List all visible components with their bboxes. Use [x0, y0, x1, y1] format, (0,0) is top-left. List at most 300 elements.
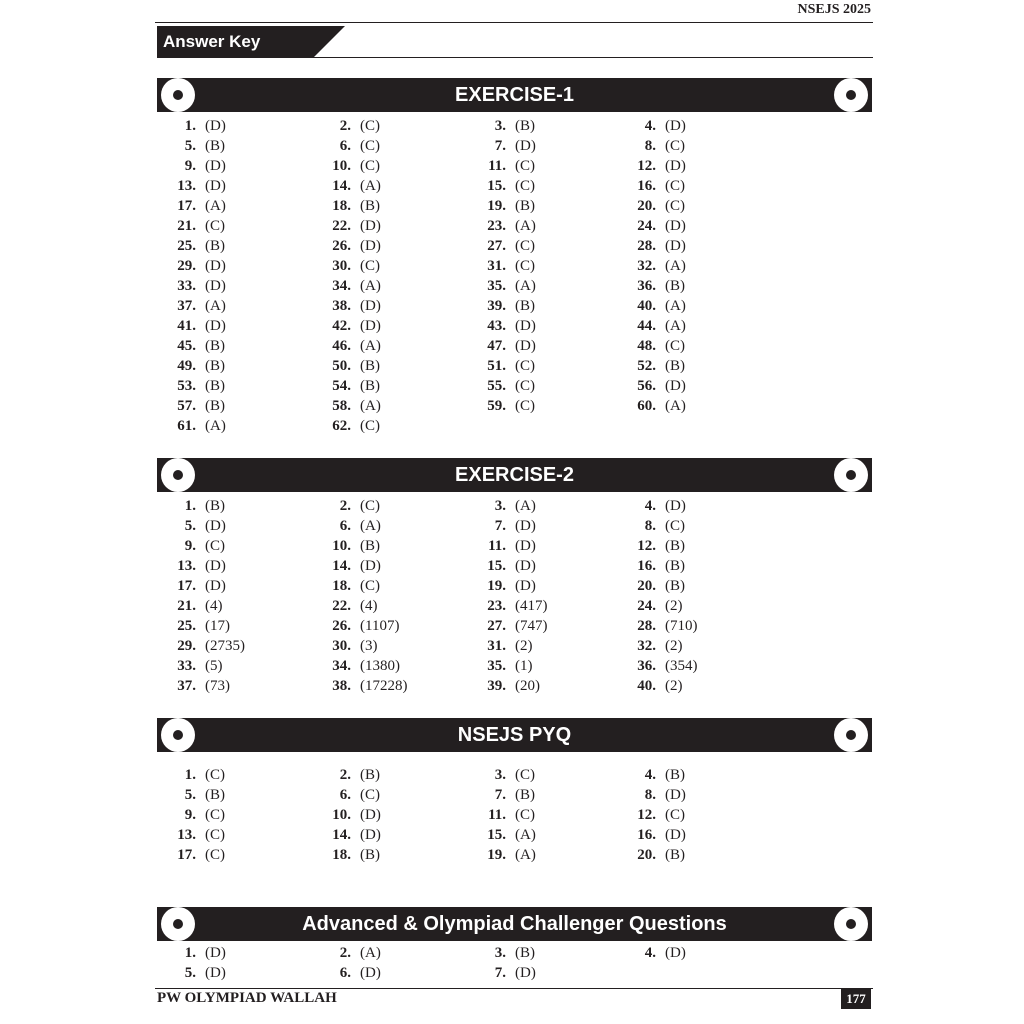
question-number: 60.: [637, 398, 656, 414]
answer-item: [625, 516, 685, 536]
answer-value: (B): [515, 118, 535, 134]
answer-item: [625, 676, 683, 696]
answer-value: (D): [665, 787, 686, 803]
question-number: 8.: [644, 787, 656, 803]
answer-item: [165, 576, 226, 596]
answer-value: (D): [515, 338, 536, 354]
answer-item: [625, 576, 685, 596]
answer-value: (D): [205, 278, 226, 294]
question-number: 6.: [339, 787, 351, 803]
answer-value: (B): [515, 298, 535, 314]
answer-value: (B): [360, 358, 380, 374]
answer-key-label: Answer Key: [157, 26, 313, 58]
question-number: 11.: [488, 538, 506, 554]
answer-item: [625, 216, 686, 236]
question-number: 4.: [644, 498, 656, 514]
answer-item: [320, 496, 380, 516]
answer-value: (17228): [360, 678, 408, 694]
question-number: 9.: [184, 158, 196, 174]
answer-item: [475, 316, 536, 336]
answer-item: [165, 336, 225, 356]
answer-value: (C): [665, 518, 685, 534]
section-title: EXERCISE-2: [455, 464, 574, 486]
question-number: 7.: [494, 965, 506, 981]
answer-value: (B): [360, 378, 380, 394]
question-number: 44.: [637, 318, 656, 334]
answer-item: [165, 516, 226, 536]
answer-value: (A): [665, 258, 686, 274]
answer-value: (B): [515, 198, 535, 214]
answer-value: (710): [665, 618, 698, 634]
section-banner: [157, 907, 872, 941]
question-number: 61.: [177, 418, 196, 434]
answer-value: (A): [515, 498, 536, 514]
question-number: 22.: [332, 598, 351, 614]
answer-item: [625, 276, 685, 296]
question-number: 5.: [184, 965, 196, 981]
answer-item: [625, 943, 686, 963]
question-number: 21.: [177, 218, 196, 234]
question-number: 2.: [339, 767, 351, 783]
question-number: 11.: [488, 158, 506, 174]
question-number: 4.: [644, 118, 656, 134]
answer-value: (D): [360, 827, 381, 843]
answer-item: [165, 496, 225, 516]
question-number: 21.: [177, 598, 196, 614]
answer-value: (B): [665, 358, 685, 374]
answer-value: (B): [205, 378, 225, 394]
answer-item: [165, 596, 223, 616]
answer-item: [165, 176, 226, 196]
question-number: 20.: [637, 847, 656, 863]
answer-item: [475, 636, 533, 656]
question-number: 12.: [637, 538, 656, 554]
answer-item: [320, 396, 381, 416]
question-number: 23.: [487, 598, 506, 614]
answer-item: [320, 196, 380, 216]
question-number: 31.: [487, 258, 506, 274]
question-number: 18.: [332, 198, 351, 214]
answer-item: [320, 336, 381, 356]
answer-value: (C): [360, 578, 380, 594]
question-number: 47.: [487, 338, 506, 354]
answer-value: (3): [360, 638, 378, 654]
question-number: 40.: [637, 298, 656, 314]
question-number: 3.: [494, 767, 506, 783]
question-number: 16.: [637, 827, 656, 843]
answer-value: (B): [360, 767, 380, 783]
bullet-circle-icon: [834, 458, 868, 492]
answer-value: (20): [515, 678, 540, 694]
question-number: 19.: [487, 578, 506, 594]
answer-value: (2): [665, 638, 683, 654]
answer-value: (A): [360, 178, 381, 194]
question-number: 23.: [487, 218, 506, 234]
question-number: 11.: [488, 807, 506, 823]
question-number: 18.: [332, 847, 351, 863]
question-number: 22.: [332, 218, 351, 234]
answer-item: [475, 805, 535, 825]
answer-item: [475, 785, 535, 805]
answer-item: [320, 516, 381, 536]
question-number: 45.: [177, 338, 196, 354]
answer-value: (D): [205, 518, 226, 534]
answer-value: (D): [515, 318, 536, 334]
answer-item: [475, 216, 536, 236]
answer-value: (B): [360, 538, 380, 554]
question-number: 13.: [177, 558, 196, 574]
question-number: 40.: [637, 678, 656, 694]
answer-item: [475, 116, 535, 136]
answer-value: (D): [515, 138, 536, 154]
answer-item: [475, 496, 536, 516]
answer-value: (B): [205, 238, 225, 254]
question-number: 48.: [637, 338, 656, 354]
answer-value: (C): [360, 418, 380, 434]
answer-value: (D): [205, 178, 226, 194]
answer-value: (B): [205, 498, 225, 514]
answer-item: [625, 196, 685, 216]
answer-item: [320, 805, 381, 825]
question-number: 19.: [487, 198, 506, 214]
answer-item: [625, 825, 686, 845]
answer-value: (A): [515, 278, 536, 294]
answer-item: [320, 116, 380, 136]
question-number: 13.: [177, 178, 196, 194]
question-number: 25.: [177, 618, 196, 634]
bullet-circle-icon: [834, 718, 868, 752]
answer-item: [625, 656, 698, 676]
question-number: 4.: [644, 945, 656, 961]
answer-item: [165, 416, 226, 436]
answer-item: [475, 156, 535, 176]
question-number: 16.: [637, 178, 656, 194]
question-number: 42.: [332, 318, 351, 334]
answer-value: (A): [515, 847, 536, 863]
answer-item: [475, 276, 536, 296]
answer-key-rule: [313, 57, 873, 58]
question-number: 52.: [637, 358, 656, 374]
answer-item: [625, 496, 686, 516]
answer-value: (1): [515, 658, 533, 674]
answer-item: [320, 963, 381, 983]
question-number: 6.: [339, 138, 351, 154]
question-number: 35.: [487, 658, 506, 674]
answer-value: (A): [665, 398, 686, 414]
answer-value: (D): [205, 318, 226, 334]
question-number: 16.: [637, 558, 656, 574]
answer-item: [165, 656, 223, 676]
question-number: 6.: [339, 518, 351, 534]
question-number: 55.: [487, 378, 506, 394]
question-number: 30.: [332, 638, 351, 654]
answer-value: (354): [665, 658, 698, 674]
answer-value: (747): [515, 618, 548, 634]
answer-value: (D): [665, 827, 686, 843]
question-number: 57.: [177, 398, 196, 414]
question-number: 27.: [487, 238, 506, 254]
answer-value: (A): [360, 338, 381, 354]
answer-value: (B): [665, 847, 685, 863]
answer-value: (D): [360, 807, 381, 823]
answer-item: [320, 576, 380, 596]
answer-item: [320, 136, 380, 156]
answer-value: (B): [665, 278, 685, 294]
answer-value: (A): [515, 218, 536, 234]
question-number: 2.: [339, 118, 351, 134]
answer-item: [165, 356, 225, 376]
question-number: 15.: [487, 827, 506, 843]
answer-value: (D): [515, 518, 536, 534]
answer-item: [320, 636, 378, 656]
answer-item: [165, 116, 226, 136]
question-number: 20.: [637, 198, 656, 214]
answer-item: [320, 316, 381, 336]
question-number: 7.: [494, 518, 506, 534]
answer-value: (5): [205, 658, 223, 674]
answer-value: (B): [205, 138, 225, 154]
answer-item: [165, 825, 225, 845]
answer-value: (B): [665, 538, 685, 554]
question-number: 62.: [332, 418, 351, 434]
answer-value: (B): [665, 578, 685, 594]
answer-value: (D): [205, 558, 226, 574]
answer-value: (D): [665, 945, 686, 961]
answer-value: (B): [205, 398, 225, 414]
answer-item: [165, 676, 230, 696]
section-title: NSEJS PYQ: [457, 724, 572, 746]
answer-value: (2735): [205, 638, 245, 654]
question-number: 5.: [184, 138, 196, 154]
answer-value: (C): [665, 178, 685, 194]
answer-item: [475, 336, 536, 356]
answer-item: [625, 536, 685, 556]
page-number: 177: [841, 988, 871, 1009]
question-number: 56.: [637, 378, 656, 394]
answer-item: [320, 556, 381, 576]
question-number: 34.: [332, 278, 351, 294]
answer-item: [475, 963, 536, 983]
answer-value: (C): [360, 138, 380, 154]
running-header-title: NSEJS 2025: [797, 2, 871, 17]
question-number: 3.: [494, 118, 506, 134]
answer-item: [475, 536, 536, 556]
question-number: 5.: [184, 787, 196, 803]
section-title: EXERCISE-1: [455, 84, 574, 106]
answer-value: (A): [205, 418, 226, 434]
answer-value: (D): [205, 945, 226, 961]
answer-item: [165, 316, 226, 336]
question-number: 6.: [339, 965, 351, 981]
answer-value: (B): [205, 358, 225, 374]
answer-value: (D): [515, 965, 536, 981]
section-banner: [157, 718, 872, 752]
question-number: 1.: [184, 767, 196, 783]
bullet-circle-icon: [161, 78, 195, 112]
answer-item: [165, 196, 226, 216]
answer-item: [320, 656, 400, 676]
question-number: 26.: [332, 238, 351, 254]
answer-item: [625, 376, 686, 396]
question-number: 19.: [487, 847, 506, 863]
answer-item: [475, 176, 535, 196]
question-number: 14.: [332, 178, 351, 194]
answer-value: (D): [205, 578, 226, 594]
answer-value: (C): [515, 238, 535, 254]
question-number: 43.: [487, 318, 506, 334]
bullet-circle-icon: [161, 907, 195, 941]
question-number: 17.: [177, 578, 196, 594]
answer-item: [625, 156, 686, 176]
answer-value: (C): [360, 158, 380, 174]
question-number: 39.: [487, 678, 506, 694]
question-number: 38.: [332, 678, 351, 694]
answer-item: [165, 943, 226, 963]
answer-item: [625, 805, 685, 825]
question-number: 29.: [177, 258, 196, 274]
bullet-circle-icon: [161, 458, 195, 492]
question-number: 17.: [177, 847, 196, 863]
question-number: 1.: [184, 498, 196, 514]
question-number: 49.: [177, 358, 196, 374]
answer-item: [320, 356, 380, 376]
question-number: 32.: [637, 258, 656, 274]
answer-value: (D): [515, 558, 536, 574]
answer-item: [625, 116, 686, 136]
question-number: 26.: [332, 618, 351, 634]
answer-value: (D): [665, 378, 686, 394]
answer-item: [165, 256, 226, 276]
answer-item: [320, 676, 408, 696]
answer-item: [625, 556, 685, 576]
question-number: 36.: [637, 278, 656, 294]
answer-item: [475, 825, 536, 845]
answer-value: (D): [360, 558, 381, 574]
answer-item: [475, 845, 536, 865]
question-number: 2.: [339, 498, 351, 514]
answer-value: (D): [360, 965, 381, 981]
answer-item: [625, 136, 685, 156]
section-banner: [157, 458, 872, 492]
answer-value: (C): [515, 378, 535, 394]
question-number: 28.: [637, 618, 656, 634]
answer-item: [320, 256, 380, 276]
bullet-circle-icon: [161, 718, 195, 752]
answer-value: (A): [360, 518, 381, 534]
answer-item: [320, 296, 381, 316]
answer-item: [320, 765, 380, 785]
answer-value: (4): [205, 598, 223, 614]
answer-value: (1107): [360, 618, 400, 634]
question-number: 32.: [637, 638, 656, 654]
question-number: 50.: [332, 358, 351, 374]
question-number: 15.: [487, 178, 506, 194]
answer-item: [165, 556, 226, 576]
answer-value: (D): [515, 578, 536, 594]
answer-value: (B): [360, 847, 380, 863]
question-number: 1.: [184, 118, 196, 134]
answer-value: (2): [665, 678, 683, 694]
answer-value: (2): [665, 598, 683, 614]
answer-item: [475, 616, 548, 636]
answer-item: [625, 296, 686, 316]
answer-item: [320, 596, 378, 616]
question-number: 39.: [487, 298, 506, 314]
answer-value: (C): [515, 807, 535, 823]
answer-value: (D): [665, 158, 686, 174]
answer-item: [320, 616, 399, 636]
question-number: 3.: [494, 498, 506, 514]
question-number: 31.: [487, 638, 506, 654]
answer-value: (D): [665, 238, 686, 254]
answer-value: (C): [205, 847, 225, 863]
answer-value: (73): [205, 678, 230, 694]
answer-item: [475, 676, 540, 696]
answer-value: (A): [205, 198, 226, 214]
answer-item: [165, 216, 225, 236]
answer-item: [165, 156, 226, 176]
answer-item: [320, 845, 380, 865]
answer-value: (D): [665, 218, 686, 234]
answer-item: [165, 296, 226, 316]
answer-value: (D): [360, 218, 381, 234]
answer-item: [475, 356, 535, 376]
answer-value: (C): [515, 398, 535, 414]
question-number: 38.: [332, 298, 351, 314]
question-number: 13.: [177, 827, 196, 843]
answer-item: [320, 785, 380, 805]
header-rule: [155, 22, 873, 23]
answer-value: (D): [360, 318, 381, 334]
answer-item: [475, 576, 536, 596]
answer-item: [625, 616, 698, 636]
answer-value: (B): [665, 767, 685, 783]
question-number: 29.: [177, 638, 196, 654]
answer-item: [320, 236, 381, 256]
answer-value: (C): [205, 218, 225, 234]
answer-value: (17): [205, 618, 230, 634]
answer-value: (C): [515, 158, 535, 174]
answer-value: (C): [515, 178, 535, 194]
answer-value: (C): [360, 498, 380, 514]
answer-item: [475, 656, 533, 676]
answer-value: (C): [515, 358, 535, 374]
answer-value: (C): [665, 807, 685, 823]
answer-item: [625, 356, 685, 376]
question-number: 17.: [177, 198, 196, 214]
answer-item: [475, 516, 536, 536]
answer-item: [320, 536, 380, 556]
answer-value: (B): [515, 787, 535, 803]
bullet-circle-icon: [834, 78, 868, 112]
question-number: 8.: [644, 518, 656, 534]
answer-value: (C): [205, 767, 225, 783]
answer-item: [320, 825, 381, 845]
answer-item: [165, 616, 230, 636]
section-banner: [157, 78, 872, 112]
question-number: 10.: [332, 158, 351, 174]
question-number: 20.: [637, 578, 656, 594]
question-number: 24.: [637, 598, 656, 614]
question-number: 37.: [177, 678, 196, 694]
question-number: 33.: [177, 658, 196, 674]
footer-rule: [155, 988, 873, 989]
answer-item: [625, 316, 686, 336]
answer-value: (D): [665, 118, 686, 134]
question-number: 58.: [332, 398, 351, 414]
answer-value: (D): [360, 298, 381, 314]
question-number: 33.: [177, 278, 196, 294]
